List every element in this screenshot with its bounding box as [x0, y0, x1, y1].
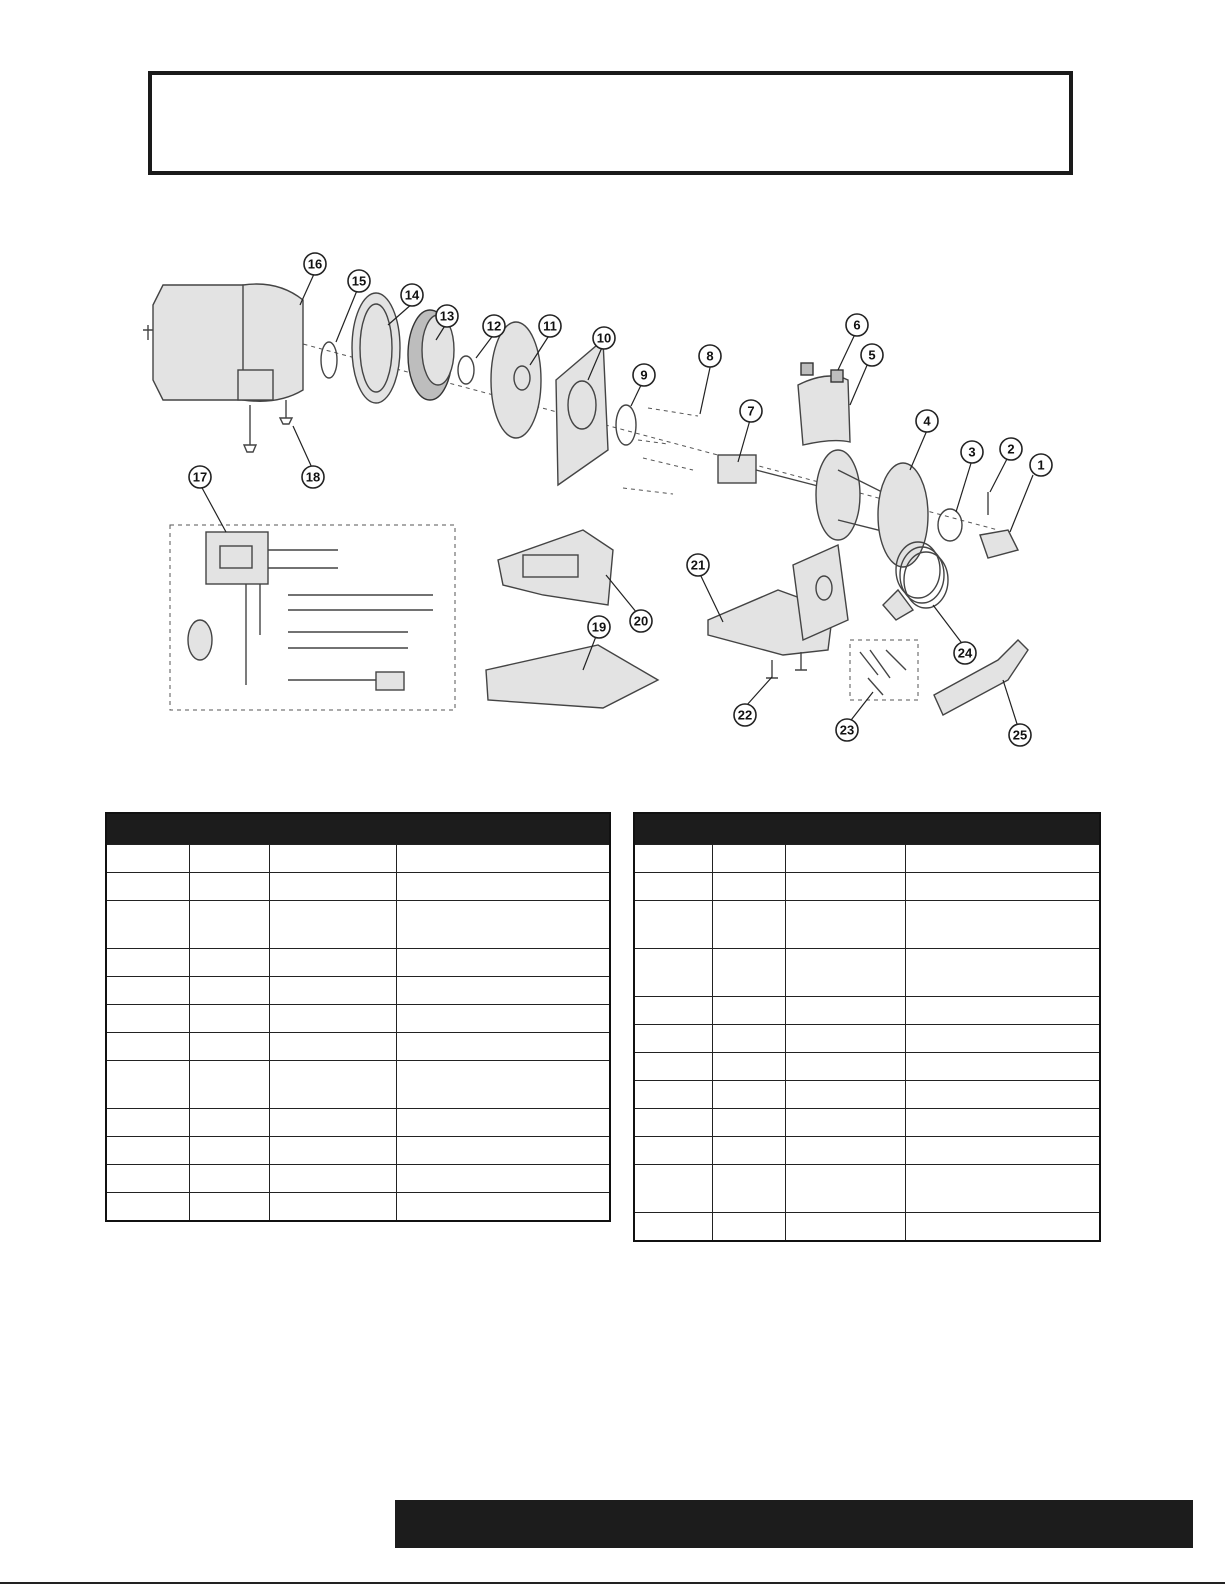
table-header — [106, 813, 610, 845]
table-row — [634, 901, 1100, 949]
table-cell — [269, 1033, 396, 1061]
table-row — [106, 1005, 610, 1033]
table-cell — [712, 1165, 785, 1213]
table-cell — [396, 1109, 610, 1137]
table-cell — [396, 949, 610, 977]
table-cell — [785, 1025, 905, 1053]
callout-4 — [916, 410, 938, 432]
callout-3 — [961, 441, 983, 463]
table-cell — [785, 949, 905, 997]
table-row — [106, 1061, 610, 1109]
table-cell — [634, 1213, 712, 1241]
table-cell — [712, 949, 785, 997]
callout-25 — [1009, 724, 1031, 746]
callout-19 — [588, 616, 610, 638]
table-cell — [106, 873, 189, 901]
table-cell — [785, 845, 905, 873]
table-cell — [269, 977, 396, 1005]
callout-21 — [687, 554, 709, 576]
table-cell — [785, 1081, 905, 1109]
table-cell — [905, 1213, 1100, 1241]
table-cell — [905, 901, 1100, 949]
callout-23 — [836, 719, 858, 741]
table-row — [106, 1193, 610, 1221]
svg-text:11: 11 — [543, 318, 557, 334]
svg-text:9: 9 — [640, 367, 648, 383]
end-plate-part — [556, 340, 608, 485]
svg-text:10: 10 — [596, 330, 612, 346]
drive-shaft-part — [718, 455, 818, 486]
table-cell — [396, 1005, 610, 1033]
table-row — [106, 845, 610, 873]
screws-part — [623, 408, 698, 494]
table-cell — [785, 997, 905, 1025]
table-row — [634, 1213, 1100, 1241]
svg-text:16: 16 — [307, 256, 323, 272]
table-row — [106, 901, 610, 949]
clutch-handle-part — [980, 530, 1018, 558]
table-cell — [106, 1061, 189, 1109]
svg-text:8: 8 — [706, 348, 714, 364]
table-cell — [905, 845, 1100, 873]
callout-7 — [740, 400, 762, 422]
table-row — [634, 845, 1100, 873]
svg-text:5: 5 — [868, 347, 876, 363]
table-row — [634, 997, 1100, 1025]
ring-gear-part — [352, 293, 400, 403]
table-cell — [189, 845, 269, 873]
table-cell — [269, 1137, 396, 1165]
callout-20 — [630, 610, 652, 632]
table-cell — [396, 1165, 610, 1193]
table-cell — [269, 1109, 396, 1137]
table-cell — [269, 901, 396, 949]
table-cell — [269, 949, 396, 977]
table-cell — [712, 1213, 785, 1241]
table-cell — [396, 1033, 610, 1061]
table-cell — [905, 1025, 1100, 1053]
callout-6 — [846, 314, 868, 336]
table-cell — [269, 1193, 396, 1221]
diagram-svg — [138, 230, 1078, 750]
svg-text:23: 23 — [839, 722, 855, 738]
drum-hub-part — [491, 322, 541, 438]
table-cell — [396, 977, 610, 1005]
callout-17 — [189, 466, 211, 488]
table-cell — [396, 1061, 610, 1109]
table-cell — [905, 1081, 1100, 1109]
callout-8 — [699, 345, 721, 367]
callout-10 — [593, 327, 615, 349]
table-row — [634, 1025, 1100, 1053]
table-cell — [106, 1193, 189, 1221]
table-cell — [712, 1081, 785, 1109]
svg-text:24: 24 — [957, 645, 973, 661]
table-row — [106, 1109, 610, 1137]
table-cell — [396, 845, 610, 873]
table-cell — [905, 1109, 1100, 1137]
table-cell — [634, 1165, 712, 1213]
table-row — [634, 1081, 1100, 1109]
table-row — [634, 1165, 1100, 1213]
table-cell — [269, 1005, 396, 1033]
table-row — [634, 873, 1100, 901]
callout-16 — [304, 253, 326, 275]
table-cell — [396, 1193, 610, 1221]
callout-12 — [483, 315, 505, 337]
callout-14 — [401, 284, 423, 306]
table-cell — [269, 845, 396, 873]
svg-text:22: 22 — [737, 707, 753, 723]
table-cell — [106, 1109, 189, 1137]
bottom-rule — [0, 1582, 1225, 1584]
table-cell — [785, 1213, 905, 1241]
bushing-part — [616, 405, 636, 445]
exploded-parts-diagram — [138, 230, 1078, 750]
table-cell — [634, 1137, 712, 1165]
svg-text:19: 19 — [591, 619, 607, 635]
svg-text:6: 6 — [853, 317, 861, 333]
table-cell — [189, 1005, 269, 1033]
table-cell — [785, 1165, 905, 1213]
table-cell — [396, 901, 610, 949]
control-group-part — [170, 525, 455, 710]
table-cell — [634, 901, 712, 949]
callout-15 — [348, 270, 370, 292]
table-cell — [785, 1053, 905, 1081]
table-row — [634, 1053, 1100, 1081]
svg-text:21: 21 — [690, 557, 706, 573]
table-cell — [905, 997, 1100, 1025]
svg-text:18: 18 — [305, 469, 321, 485]
svg-text:2: 2 — [1007, 441, 1015, 457]
table-cell — [905, 1165, 1100, 1213]
table-cell — [785, 1109, 905, 1137]
table-cell — [712, 1137, 785, 1165]
table-cell — [712, 997, 785, 1025]
table-row — [106, 949, 610, 977]
table-cell — [905, 1053, 1100, 1081]
washer-15-part — [321, 342, 337, 378]
svg-text:25: 25 — [1012, 727, 1028, 743]
svg-text:1: 1 — [1037, 457, 1045, 473]
motor-part — [143, 284, 303, 401]
table-cell — [106, 901, 189, 949]
footer-bar — [395, 1500, 1193, 1548]
svg-text:12: 12 — [486, 318, 502, 334]
svg-text:7: 7 — [747, 403, 755, 419]
callout-1 — [1030, 454, 1052, 476]
table-cell — [189, 1137, 269, 1165]
svg-text:20: 20 — [633, 613, 649, 629]
hardware-kit-part — [850, 640, 918, 700]
table-cell — [106, 977, 189, 1005]
table-row — [106, 873, 610, 901]
bracket-bolts-part — [766, 652, 807, 678]
svg-text:3: 3 — [968, 444, 976, 460]
table-cell — [189, 977, 269, 1005]
table-row — [634, 949, 1100, 997]
callout-11 — [539, 315, 561, 337]
table-cell — [189, 1033, 269, 1061]
washer-12-part — [458, 356, 474, 384]
table-cell — [269, 1165, 396, 1193]
table-cell — [106, 949, 189, 977]
table-cell — [712, 1109, 785, 1137]
table-row — [106, 1137, 610, 1165]
callout-2 — [1000, 438, 1022, 460]
callout-18 — [302, 466, 324, 488]
callout-9 — [633, 364, 655, 386]
table-cell — [106, 1137, 189, 1165]
table-cell — [712, 845, 785, 873]
table-cell — [634, 1053, 712, 1081]
table-cell — [905, 949, 1100, 997]
callout-5 — [861, 344, 883, 366]
table-cell — [634, 949, 712, 997]
table-cell — [189, 901, 269, 949]
svg-text:13: 13 — [439, 308, 455, 324]
tie-bar-part — [798, 363, 850, 445]
table-cell — [785, 1137, 905, 1165]
table-cell — [106, 1033, 189, 1061]
table-cell — [106, 845, 189, 873]
parts-table-right — [633, 812, 1101, 1242]
table-row — [634, 1109, 1100, 1137]
callout-22 — [734, 704, 756, 726]
table-cell — [189, 1109, 269, 1137]
table-row — [106, 977, 610, 1005]
parts-table-left — [105, 812, 611, 1222]
table-cell — [106, 1165, 189, 1193]
table-cell — [712, 1025, 785, 1053]
table-row — [106, 1165, 610, 1193]
table-cell — [634, 1109, 712, 1137]
table-cell — [712, 901, 785, 949]
table-cell — [189, 1165, 269, 1193]
motor-bolts-part — [244, 400, 292, 452]
table-cell — [106, 1005, 189, 1033]
table-cell — [396, 873, 610, 901]
table-row — [634, 1137, 1100, 1165]
table-cell — [785, 901, 905, 949]
callout-24 — [954, 642, 976, 664]
svg-text:14: 14 — [404, 287, 420, 303]
svg-text:4: 4 — [923, 413, 931, 429]
table-cell — [634, 997, 712, 1025]
svg-text:15: 15 — [351, 273, 367, 289]
table-cell — [712, 873, 785, 901]
table-header — [634, 813, 1100, 845]
table-cell — [634, 1081, 712, 1109]
table-cell — [189, 1193, 269, 1221]
bushing-3-part — [938, 509, 962, 541]
table-cell — [634, 873, 712, 901]
table-cell — [189, 873, 269, 901]
table-cell — [634, 845, 712, 873]
table-cell — [712, 1053, 785, 1081]
base-plate-part — [486, 645, 658, 708]
table-cell — [189, 949, 269, 977]
callout-13 — [436, 305, 458, 327]
table-cell — [634, 1025, 712, 1053]
fairlead-mount-part — [498, 530, 613, 605]
title-box — [148, 71, 1073, 175]
table-cell — [905, 1137, 1100, 1165]
table-row — [106, 1033, 610, 1061]
svg-text:17: 17 — [192, 469, 208, 485]
table-cell — [396, 1137, 610, 1165]
table-cell — [785, 873, 905, 901]
table-cell — [905, 873, 1100, 901]
table-cell — [269, 873, 396, 901]
mounting-bracket-part — [708, 545, 848, 655]
table-cell — [189, 1061, 269, 1109]
handsaver-sleeve-part — [934, 640, 1028, 715]
table-cell — [269, 1061, 396, 1109]
